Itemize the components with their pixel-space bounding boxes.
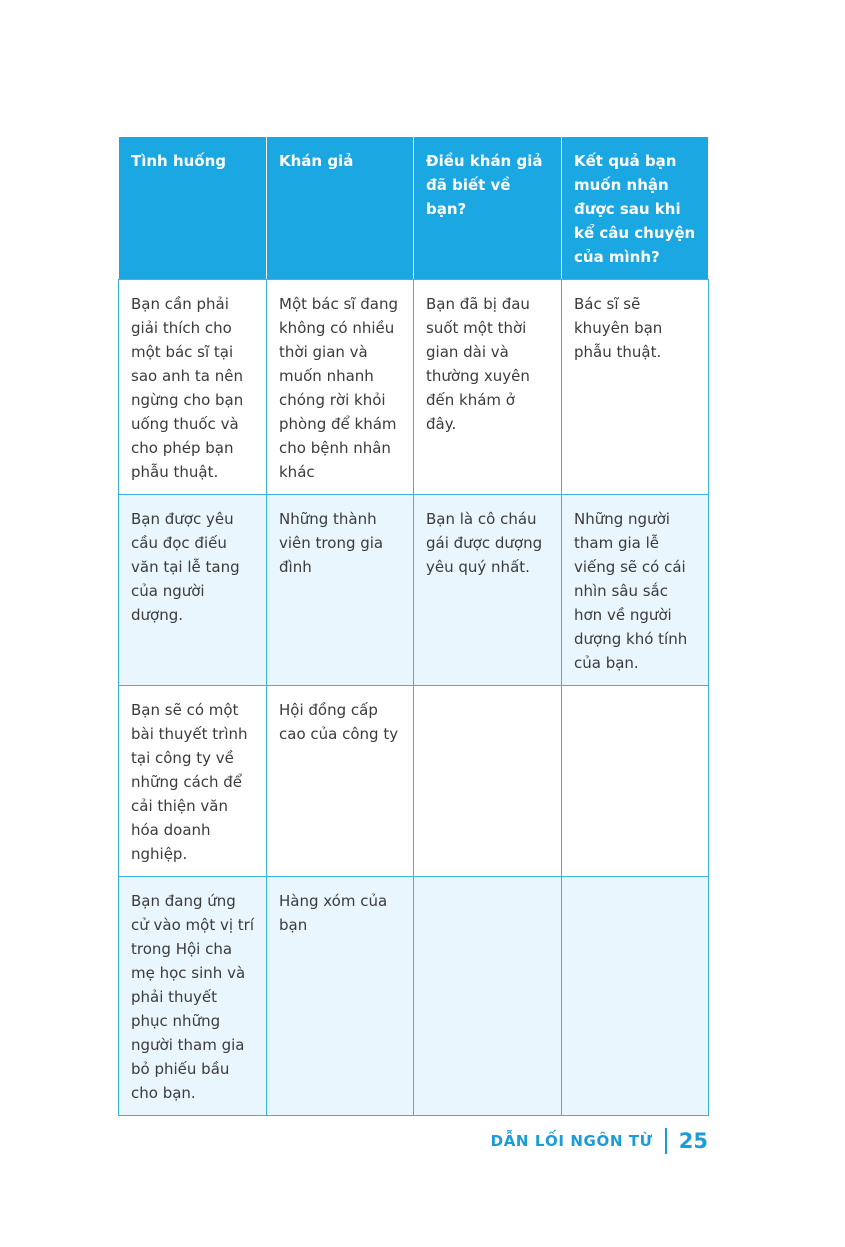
column-header-audience: Khán giả: [267, 137, 414, 280]
table-cell: Bạn sẽ có một bài thuyết trình tại công ty về những cách để cải thiện văn hóa doanh nghiệp.: [119, 686, 267, 877]
table-row: [119, 877, 709, 1116]
table-row: [119, 495, 709, 686]
table-cell: Bác sĩ sẽ khuyên bạn phẫu thuật.: [562, 280, 709, 495]
table-row: [119, 686, 709, 877]
table-cell: Bạn đang ứng cử vào một vị trí trong Hội cha mẹ học sinh và phải thuyết phục những người tham gia bỏ phiếu bầu cho bạn.: [119, 877, 267, 1116]
table-cell: Bạn là cô cháu gái được dượng yêu quý nhất.: [414, 495, 562, 686]
table-row: [119, 280, 709, 495]
table-header-row: [119, 137, 709, 280]
table-cell: Hội đồng cấp cao của công ty: [267, 686, 414, 877]
table-cell: Một bác sĩ đang không có nhiều thời gian và muốn nhanh chóng rời khỏi phòng để khám cho bệnh nhân khác: [267, 280, 414, 495]
column-header-audience-knowledge: Điều khán giả đã biết về bạn?: [414, 137, 562, 280]
column-header-desired-result: Kết quả bạn muốn nhận được sau khi kể câu chuyện của mình?: [562, 137, 709, 280]
table-cell: [562, 877, 709, 1116]
storytelling-situations-table: [118, 136, 709, 1116]
table-cell: [414, 877, 562, 1116]
table-cell: [562, 686, 709, 877]
table-cell: Hàng xóm của bạn: [267, 877, 414, 1116]
table-cell: Bạn cần phải giải thích cho một bác sĩ tại sao anh ta nên ngừng cho bạn uống thuốc và cho phép bạn phẫu thuật.: [119, 280, 267, 495]
table-cell: Những thành viên trong gia đình: [267, 495, 414, 686]
page-number: 25: [678, 1129, 708, 1153]
page-footer: [491, 1128, 708, 1154]
book-title: DẪN LỐI NGÔN TỪ: [490, 1132, 653, 1150]
table-cell: Những người tham gia lễ viếng sẽ có cái nhìn sâu sắc hơn về người dượng khó tính của bạn.: [562, 495, 709, 686]
table-cell: [414, 686, 562, 877]
footer-divider: [665, 1128, 667, 1154]
table-cell: Bạn được yêu cầu đọc điếu văn tại lễ tang của người dượng.: [119, 495, 267, 686]
table-cell: Bạn đã bị đau suốt một thời gian dài và thường xuyên đến khám ở đây.: [414, 280, 562, 495]
column-header-situation: Tình huống: [119, 137, 267, 280]
